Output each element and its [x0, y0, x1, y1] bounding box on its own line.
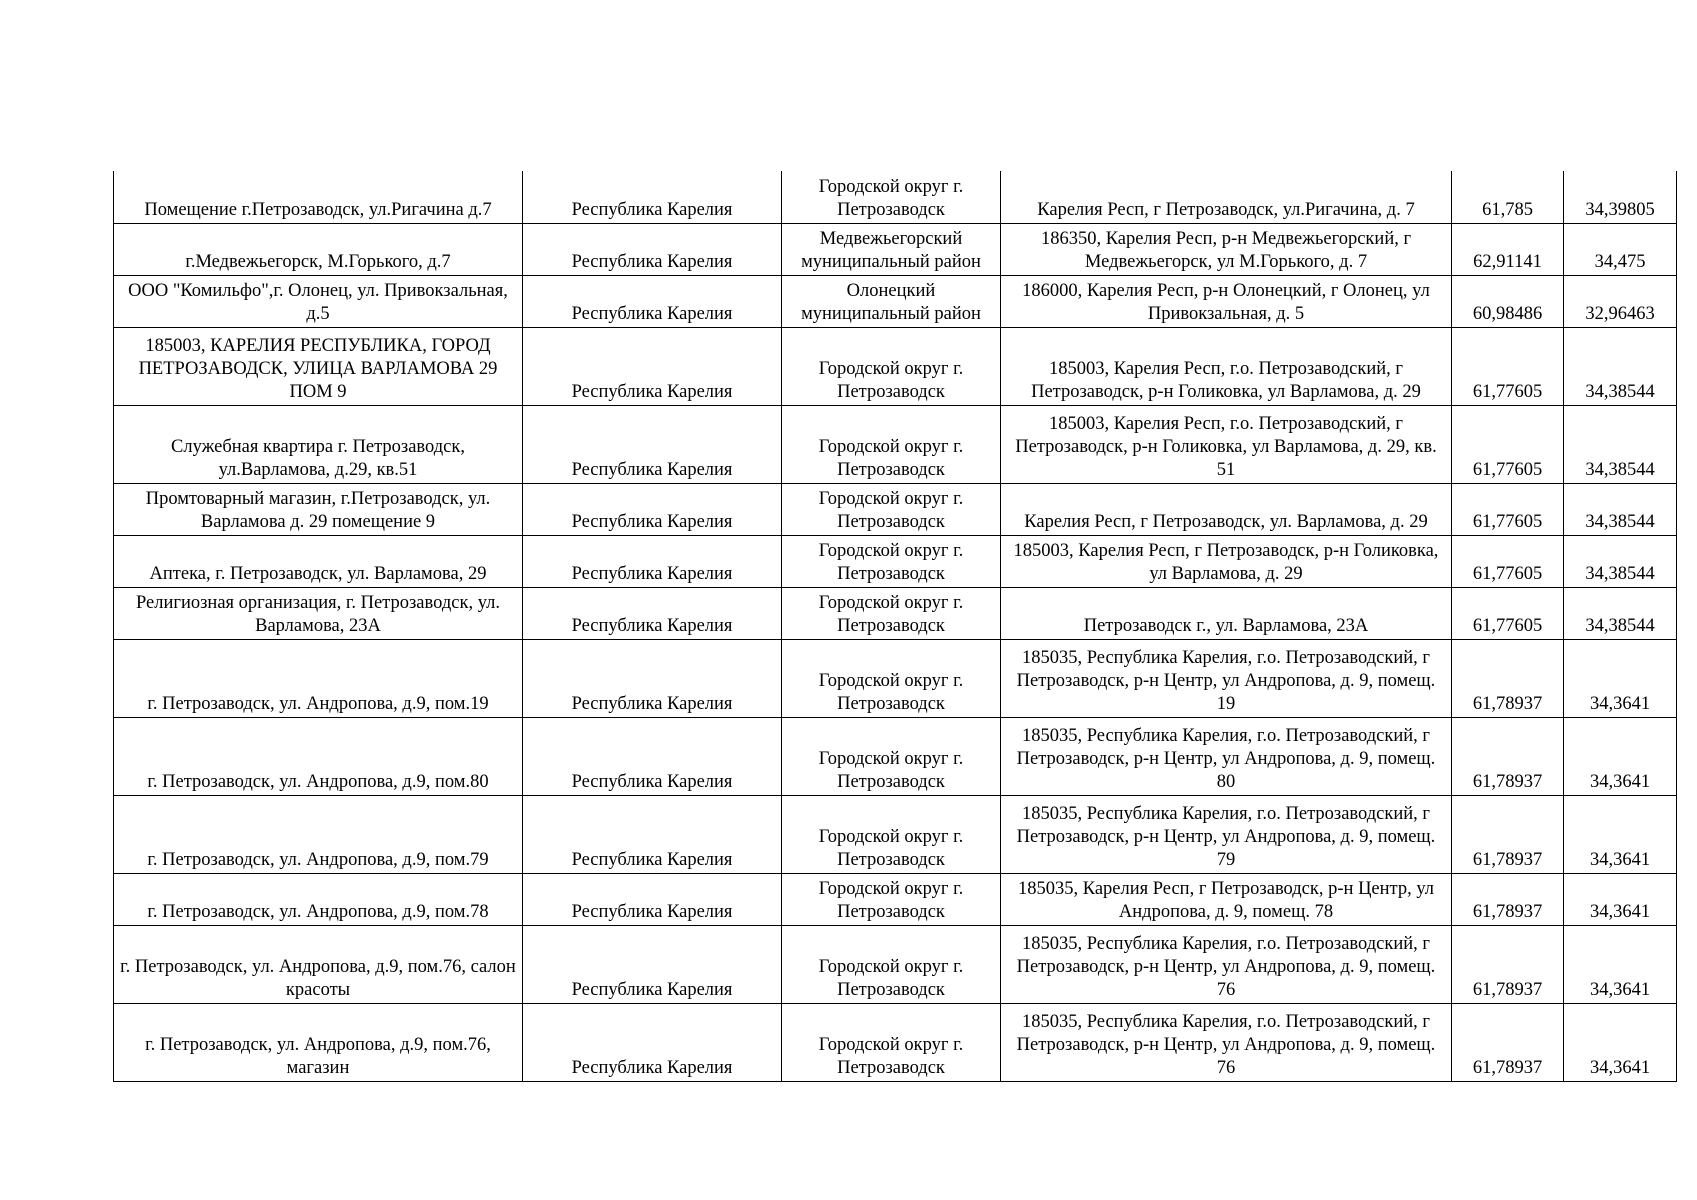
latitude-cell: 61,77605: [1452, 483, 1564, 535]
object-name-cell: г. Петрозаводск, ул. Андропова, д.9, пом.80: [114, 717, 523, 795]
table-row: [114, 171, 1677, 223]
object-name-cell: г. Петрозаводск, ул. Андропова, д.9, пом.76, салон красоты: [114, 925, 523, 1003]
table-row: [114, 405, 1677, 483]
object-name-cell: г. Петрозаводск, ул. Андропова, д.9, пом.76, магазин: [114, 1003, 523, 1081]
latitude-cell: 61,78937: [1452, 925, 1564, 1003]
latitude-cell: 62,91141: [1452, 223, 1564, 275]
latitude-cell: 61,77605: [1452, 587, 1564, 639]
latitude-cell: 61,785: [1452, 171, 1564, 223]
district-cell: Городской округ г. Петрозаводск: [782, 795, 1001, 873]
region-cell: Республика Карелия: [523, 717, 782, 795]
longitude-cell: 34,38544: [1564, 483, 1677, 535]
region-cell: Республика Карелия: [523, 171, 782, 223]
district-cell: Городской округ г. Петрозаводск: [782, 483, 1001, 535]
latitude-cell: 61,78937: [1452, 639, 1564, 717]
address-cell: 186350, Карелия Респ, р-н Медвежьегорский, г Медвежьегорск, ул М.Горького, д. 7: [1001, 223, 1452, 275]
latitude-cell: 61,78937: [1452, 795, 1564, 873]
address-cell: 185003, Карелия Респ, г.о. Петрозаводский, г Петрозаводск, р-н Голиковка, ул Варламова, д. 29: [1001, 327, 1452, 405]
region-cell: Республика Карелия: [523, 275, 782, 327]
table-row: [114, 483, 1677, 535]
object-name-cell: 185003, КАРЕЛИЯ РЕСПУБЛИКА, ГОРОД ПЕТРОЗАВОДСК, УЛИЦА ВАРЛАМОВА 29 ПОМ 9: [114, 327, 523, 405]
longitude-cell: 34,3641: [1564, 925, 1677, 1003]
address-cell: 186000, Карелия Респ, р-н Олонецкий, г Олонец, ул Привокзальная, д. 5: [1001, 275, 1452, 327]
table-row: [114, 223, 1677, 275]
region-cell: Республика Карелия: [523, 925, 782, 1003]
longitude-cell: 34,475: [1564, 223, 1677, 275]
longitude-cell: 34,38544: [1564, 327, 1677, 405]
address-cell: 185035, Республика Карелия, г.о. Петрозаводский, г Петрозаводск, р-н Центр, ул Андропова, д. 9, помещ. 76: [1001, 1003, 1452, 1081]
longitude-cell: 34,38544: [1564, 405, 1677, 483]
table-row: [114, 873, 1677, 925]
object-name-cell: г. Петрозаводск, ул. Андропова, д.9, пом.19: [114, 639, 523, 717]
district-cell: Медвежьегорский муниципальный район: [782, 223, 1001, 275]
address-cell: 185035, Республика Карелия, г.о. Петрозаводский, г Петрозаводск, р-н Центр, ул Андропова, д. 9, помещ. 76: [1001, 925, 1452, 1003]
address-cell: 185035, Карелия Респ, г Петрозаводск, р-н Центр, ул Андропова, д. 9, помещ. 78: [1001, 873, 1452, 925]
object-name-cell: Религиозная организация, г. Петрозаводск, ул. Варламова, 23А: [114, 587, 523, 639]
table-row: [114, 535, 1677, 587]
district-cell: Городской округ г. Петрозаводск: [782, 1003, 1001, 1081]
object-name-cell: Помещение г.Петрозаводск, ул.Ригачина д.7: [114, 171, 523, 223]
object-name-cell: г. Петрозаводск, ул. Андропова, д.9, пом.79: [114, 795, 523, 873]
longitude-cell: 34,3641: [1564, 873, 1677, 925]
district-cell: Городской округ г. Петрозаводск: [782, 405, 1001, 483]
region-cell: Республика Карелия: [523, 873, 782, 925]
table-row: [114, 587, 1677, 639]
latitude-cell: 61,77605: [1452, 535, 1564, 587]
latitude-cell: 61,78937: [1452, 1003, 1564, 1081]
table-body: [114, 171, 1677, 1081]
object-name-cell: г.Медвежьегорск, М.Горького, д.7: [114, 223, 523, 275]
table-row: [114, 275, 1677, 327]
district-cell: Городской округ г. Петрозаводск: [782, 535, 1001, 587]
object-name-cell: Служебная квартира г. Петрозаводск, ул.Варламова, д.29, кв.51: [114, 405, 523, 483]
region-cell: Республика Карелия: [523, 587, 782, 639]
object-name-cell: Аптека, г. Петрозаводск, ул. Варламова, 29: [114, 535, 523, 587]
table-row: [114, 717, 1677, 795]
region-cell: Республика Карелия: [523, 1003, 782, 1081]
latitude-cell: 61,78937: [1452, 873, 1564, 925]
address-cell: 185035, Республика Карелия, г.о. Петрозаводский, г Петрозаводск, р-н Центр, ул Андропова, д. 9, помещ. 80: [1001, 717, 1452, 795]
longitude-cell: 34,38544: [1564, 587, 1677, 639]
longitude-cell: 34,3641: [1564, 1003, 1677, 1081]
region-cell: Республика Карелия: [523, 405, 782, 483]
table-row: [114, 925, 1677, 1003]
address-cell: Карелия Респ, г Петрозаводск, ул.Ригачина, д. 7: [1001, 171, 1452, 223]
latitude-cell: 60,98486: [1452, 275, 1564, 327]
objects-table: [113, 171, 1677, 1082]
region-cell: Республика Карелия: [523, 639, 782, 717]
longitude-cell: 34,39805: [1564, 171, 1677, 223]
district-cell: Городской округ г. Петрозаводск: [782, 717, 1001, 795]
district-cell: Городской округ г. Петрозаводск: [782, 327, 1001, 405]
district-cell: Городской округ г. Петрозаводск: [782, 639, 1001, 717]
address-cell: Карелия Респ, г Петрозаводск, ул. Варламова, д. 29: [1001, 483, 1452, 535]
district-cell: Олонецкий муниципальный район: [782, 275, 1001, 327]
table-row: [114, 795, 1677, 873]
longitude-cell: 34,38544: [1564, 535, 1677, 587]
district-cell: Городской округ г. Петрозаводск: [782, 171, 1001, 223]
object-name-cell: Промтоварный магазин, г.Петрозаводск, ул. Варламова д. 29 помещение 9: [114, 483, 523, 535]
region-cell: Республика Карелия: [523, 483, 782, 535]
address-cell: 185035, Республика Карелия, г.о. Петрозаводский, г Петрозаводск, р-н Центр, ул Андропова, д. 9, помещ. 79: [1001, 795, 1452, 873]
longitude-cell: 32,96463: [1564, 275, 1677, 327]
latitude-cell: 61,77605: [1452, 405, 1564, 483]
district-cell: Городской округ г. Петрозаводск: [782, 587, 1001, 639]
longitude-cell: 34,3641: [1564, 717, 1677, 795]
address-cell: Петрозаводск г., ул. Варламова, 23А: [1001, 587, 1452, 639]
latitude-cell: 61,78937: [1452, 717, 1564, 795]
district-cell: Городской округ г. Петрозаводск: [782, 925, 1001, 1003]
object-name-cell: г. Петрозаводск, ул. Андропова, д.9, пом.78: [114, 873, 523, 925]
latitude-cell: 61,77605: [1452, 327, 1564, 405]
address-cell: 185003, Карелия Респ, г.о. Петрозаводский, г Петрозаводск, р-н Голиковка, ул Варламова, д. 29, кв. 51: [1001, 405, 1452, 483]
table-row: [114, 327, 1677, 405]
longitude-cell: 34,3641: [1564, 795, 1677, 873]
region-cell: Республика Карелия: [523, 327, 782, 405]
district-cell: Городской округ г. Петрозаводск: [782, 873, 1001, 925]
table-row: [114, 1003, 1677, 1081]
region-cell: Республика Карелия: [523, 795, 782, 873]
table-row: [114, 639, 1677, 717]
region-cell: Республика Карелия: [523, 223, 782, 275]
address-cell: 185003, Карелия Респ, г Петрозаводск, р-н Голиковка, ул Варламова, д. 29: [1001, 535, 1452, 587]
region-cell: Республика Карелия: [523, 535, 782, 587]
longitude-cell: 34,3641: [1564, 639, 1677, 717]
address-cell: 185035, Республика Карелия, г.о. Петрозаводский, г Петрозаводск, р-н Центр, ул Андропова, д. 9, помещ. 19: [1001, 639, 1452, 717]
object-name-cell: ООО "Комильфо",г. Олонец, ул. Привокзальная, д.5: [114, 275, 523, 327]
